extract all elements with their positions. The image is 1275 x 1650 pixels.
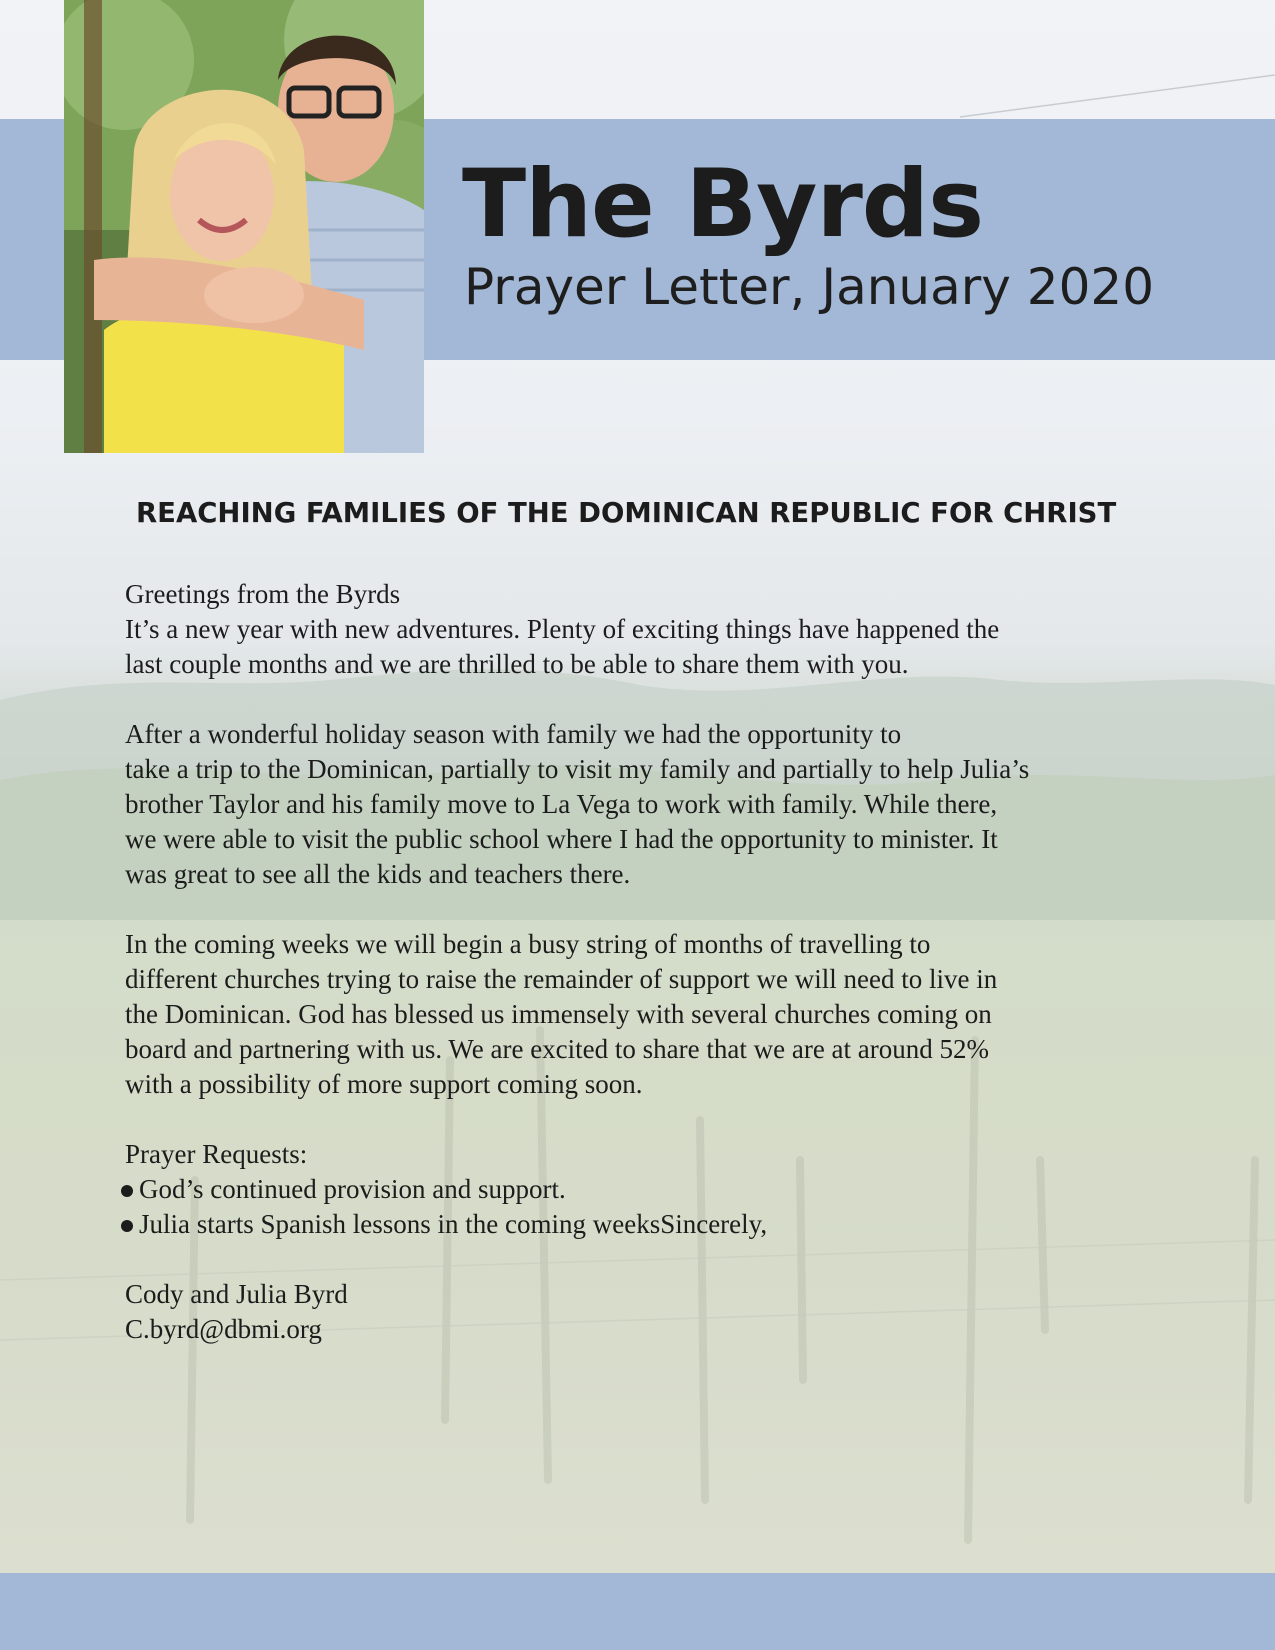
paragraph-2-line: was great to see all the kids and teachers there. [125,859,631,889]
paragraph-3-line: In the coming weeks we will begin a busy string of months of travelling to [125,929,931,959]
paragraph-2-line: we were able to visit the public school where I had the opportunity to minister. It [125,824,998,854]
paragraph-2-line: take a trip to the Dominican, partially to visit my family and partially to help Julia’s [125,754,1030,784]
paragraph-2-line: After a wonderful holiday season with family we had the opportunity to [125,719,902,749]
bullet-icon [121,1220,133,1232]
page-subtitle: Prayer Letter, January 2020 [464,258,1155,316]
paragraph-1-line: It’s a new year with new adventures. Plenty of exciting things have happened the [125,614,1000,644]
prayer-request-text: God’s continued provision and support. [139,1174,566,1204]
paragraph-3-line: the Dominican. God has blessed us immensely with several churches coming on [125,999,992,1029]
footer-band [0,1573,1275,1650]
letter-body [125,577,1125,1347]
paragraph-3-line: different churches trying to raise the remainder of support we will need to live in [125,964,998,994]
bullet-icon [121,1185,133,1197]
couple-photo [64,0,424,453]
paragraph-3-line: with a possibility of more support coming soon. [125,1069,643,1099]
greeting-line: Greetings from the Byrds [125,579,401,609]
prayer-request-item [125,1207,1125,1242]
prayer-requests-label: Prayer Requests: [125,1139,308,1169]
contact-email: C.byrd@dbmi.org [125,1314,322,1344]
paragraph-1-line: last couple months and we are thrilled to be able to share them with you. [125,649,909,679]
prayer-request-item [125,1172,1125,1207]
signature: Cody and Julia Byrd [125,1279,348,1309]
section-heading: REACHING FAMILIES OF THE DOMINICAN REPUBLIC FOR CHRIST [136,497,1117,529]
couple-photo-icon [64,0,424,453]
page-title: The Byrds [462,150,984,259]
paragraph-2-line: brother Taylor and his family move to La Vega to work with family. While there, [125,789,998,819]
paragraph-3-line: board and partnering with us. We are excited to share that we are at around 52% [125,1034,989,1064]
prayer-request-text: Julia starts Spanish lessons in the coming weeksSincerely, [139,1209,768,1239]
